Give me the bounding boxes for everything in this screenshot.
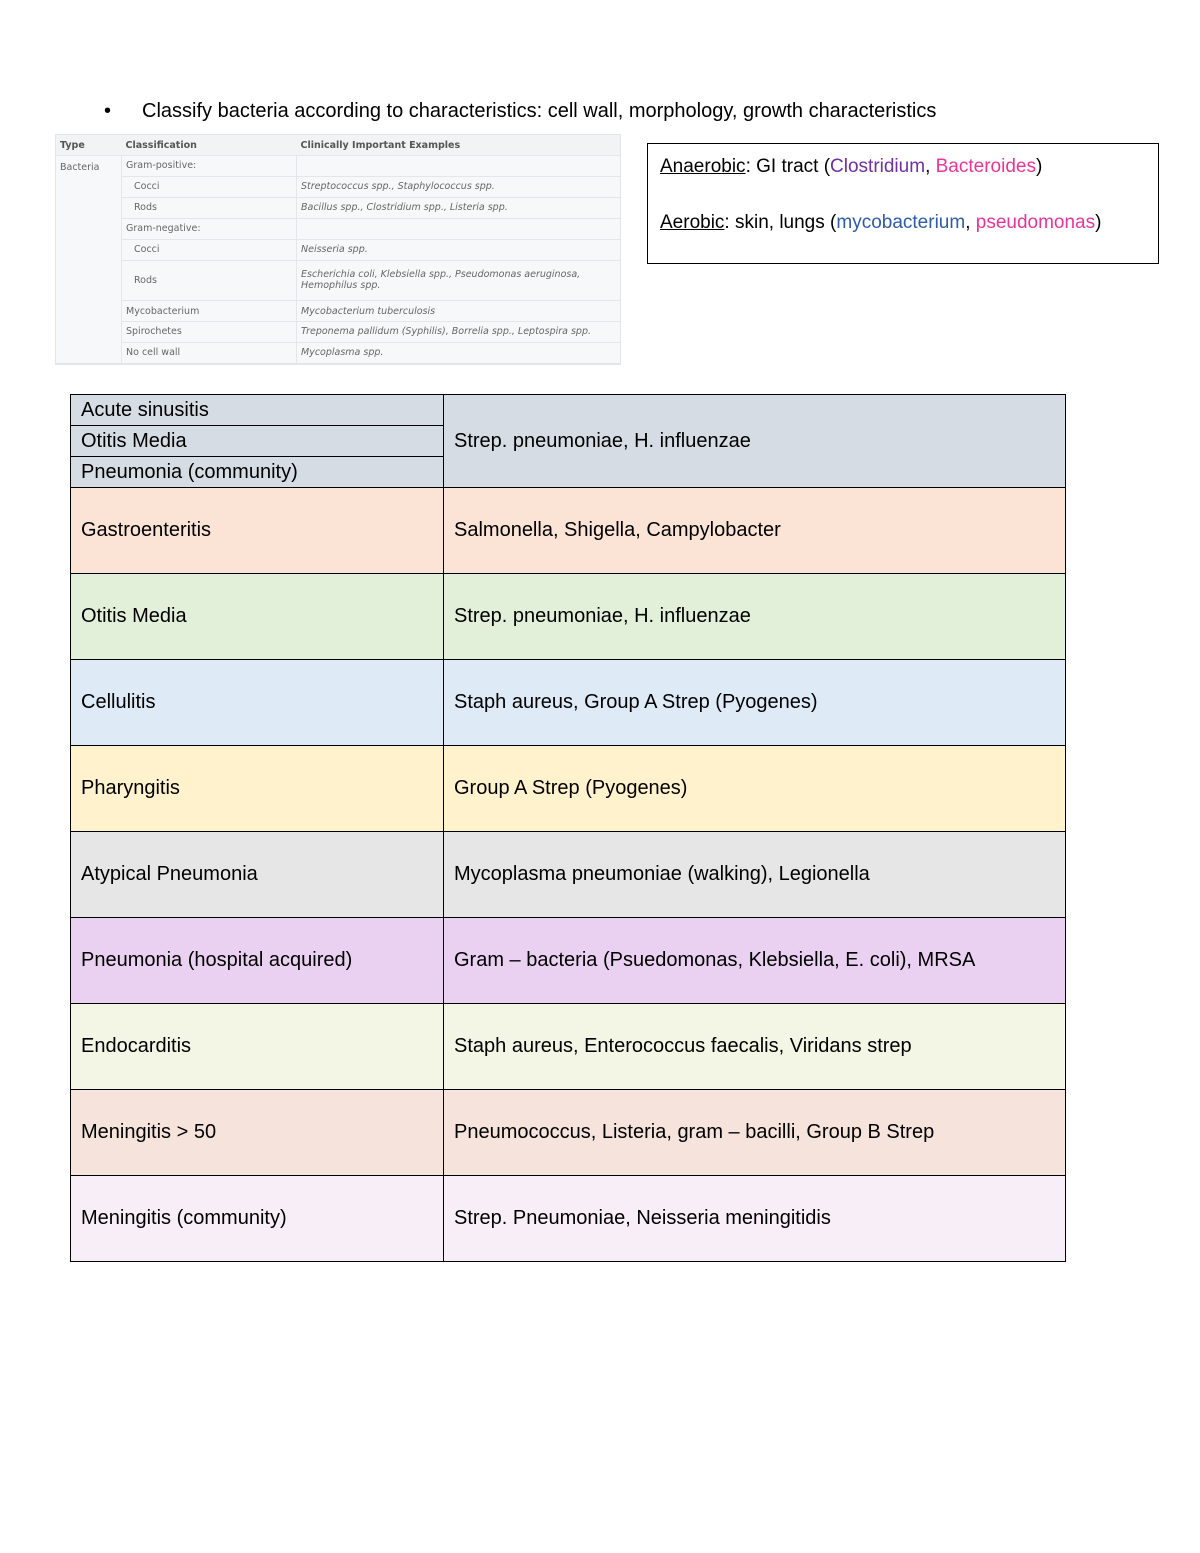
- classification-header-row: [56, 135, 620, 156]
- organism-cell: Staph aureus, Group A Strep (Pyogenes): [444, 660, 1066, 746]
- organism-cell: Gram – bacteria (Psuedomonas, Klebsiella, E. coli), MRSA: [444, 918, 1066, 1004]
- aerobic-organism-2: pseudomonas: [975, 212, 1096, 233]
- examples-cell: [297, 322, 621, 343]
- header-examples: Clinically Important Examples: [297, 135, 621, 156]
- condition-cell: Endocarditis: [71, 1004, 444, 1090]
- examples-text: Bacillus spp., Clostridium spp., Listeria spp.: [301, 202, 508, 214]
- classification-row: [56, 342, 620, 363]
- organism-cell: Staph aureus, Enterococcus faecalis, Viridans strep: [444, 1004, 1066, 1090]
- organism-cell: Salmonella, Shigella, Campylobacter: [444, 488, 1066, 574]
- condition-cell: Otitis Media: [71, 574, 444, 660]
- table-row: [71, 1004, 1066, 1090]
- examples-text: Escherichia coli, Klebsiella spp., Pseudomonas aeruginosa, Hemophilus spp.: [301, 269, 581, 292]
- classification-cell: Rods: [122, 260, 297, 300]
- classification-row: [56, 156, 620, 177]
- bacteria-classification-table: [55, 134, 621, 365]
- organism-cell: Group A Strep (Pyogenes): [444, 746, 1066, 832]
- classification-cell: Mycobacterium: [122, 301, 297, 322]
- organism-cell: Pneumococcus, Listeria, gram – bacilli, Group B Strep: [444, 1090, 1066, 1176]
- table-row: [71, 746, 1066, 832]
- heading: [104, 100, 936, 123]
- examples-cell: [297, 342, 621, 363]
- condition-cell: Gastroenteritis: [71, 488, 444, 574]
- examples-text: Mycobacterium tuberculosis: [301, 305, 436, 317]
- table-row: [71, 1176, 1066, 1262]
- table-row: [71, 488, 1066, 574]
- classification-cell: Gram-positive:: [122, 156, 297, 177]
- classification-cell: Cocci: [122, 239, 297, 260]
- table-row: [71, 832, 1066, 918]
- table-row: [71, 918, 1066, 1004]
- classification-row: [56, 197, 620, 218]
- type-cell: Bacteria: [56, 156, 122, 364]
- examples-cell: [297, 260, 621, 300]
- examples-cell: [297, 301, 621, 322]
- examples-cell: [297, 176, 621, 197]
- classification-row: [56, 239, 620, 260]
- classification-cell: Spirochetes: [122, 322, 297, 343]
- classification-row: [56, 322, 620, 343]
- anaerobic-line: Anaerobic: GI tract (Clostridium, Bacteroides): [660, 156, 1043, 177]
- table-row: [71, 660, 1066, 746]
- condition-cell: Atypical Pneumonia: [71, 832, 444, 918]
- classification-cell: No cell wall: [122, 342, 297, 363]
- examples-cell: [297, 197, 621, 218]
- aerobic-line: Aerobic: skin, lungs (mycobacterium, pseudomonas): [660, 212, 1102, 233]
- condition-cell: Cellulitis: [71, 660, 444, 746]
- classification-cell: Gram-negative:: [122, 218, 297, 239]
- anaerobic-site: GI tract: [756, 156, 819, 177]
- classification-row: [56, 176, 620, 197]
- respiration-box: [647, 143, 1159, 264]
- aerobic-organism-1: mycobacterium: [836, 212, 966, 233]
- condition-cell: Meningitis > 50: [71, 1090, 444, 1176]
- header-type: Type: [56, 135, 122, 156]
- classification-row: [56, 301, 620, 322]
- organism-cell: Strep. pneumoniae, H. influenzae: [444, 574, 1066, 660]
- condition-cell: Meningitis (community): [71, 1176, 444, 1262]
- examples-cell: [297, 156, 621, 177]
- organism-cell: Strep. Pneumoniae, Neisseria meningitidis: [444, 1176, 1066, 1262]
- infection-organism-table: [70, 394, 1066, 1262]
- condition-cell: Pneumonia (community): [71, 457, 444, 488]
- examples-text: Mycoplasma spp.: [301, 347, 384, 359]
- classification-cell: Rods: [122, 197, 297, 218]
- organism-cell: Strep. pneumoniae, H. influenzae: [444, 395, 1066, 488]
- aerobic-site: skin, lungs: [734, 212, 825, 233]
- condition-cell: Pneumonia (hospital acquired): [71, 918, 444, 1004]
- table-row: [71, 574, 1066, 660]
- examples-text: Streptococcus spp., Staphylococcus spp.: [301, 181, 495, 193]
- condition-cell: Pharyngitis: [71, 746, 444, 832]
- examples-text: Neisseria spp.: [301, 244, 368, 256]
- anaerobic-organism-1: Clostridium: [830, 156, 926, 177]
- table-row: [71, 395, 1066, 426]
- condition-cell: Otitis Media: [71, 426, 444, 457]
- header-classification: Classification: [122, 135, 297, 156]
- classification-row: [56, 260, 620, 300]
- classification-cell: Cocci: [122, 176, 297, 197]
- examples-cell: [297, 218, 621, 239]
- heading-text: Classify bacteria according to characteristics: cell wall, morphology, growth characteristics: [142, 100, 937, 122]
- anaerobic-organism-2: Bacteroides: [935, 156, 1036, 177]
- classification-row: [56, 218, 620, 239]
- examples-cell: [297, 239, 621, 260]
- anaerobic-label: Anaerobic: [660, 156, 746, 177]
- aerobic-label: Aerobic: [660, 212, 725, 233]
- table-row: [71, 1090, 1066, 1176]
- bullet-icon: •: [104, 100, 112, 122]
- organism-cell: Mycoplasma pneumoniae (walking), Legionella: [444, 832, 1066, 918]
- examples-text: Treponema pallidum (Syphilis), Borrelia spp., Leptospira spp.: [301, 326, 592, 338]
- condition-cell: Acute sinusitis: [71, 395, 444, 426]
